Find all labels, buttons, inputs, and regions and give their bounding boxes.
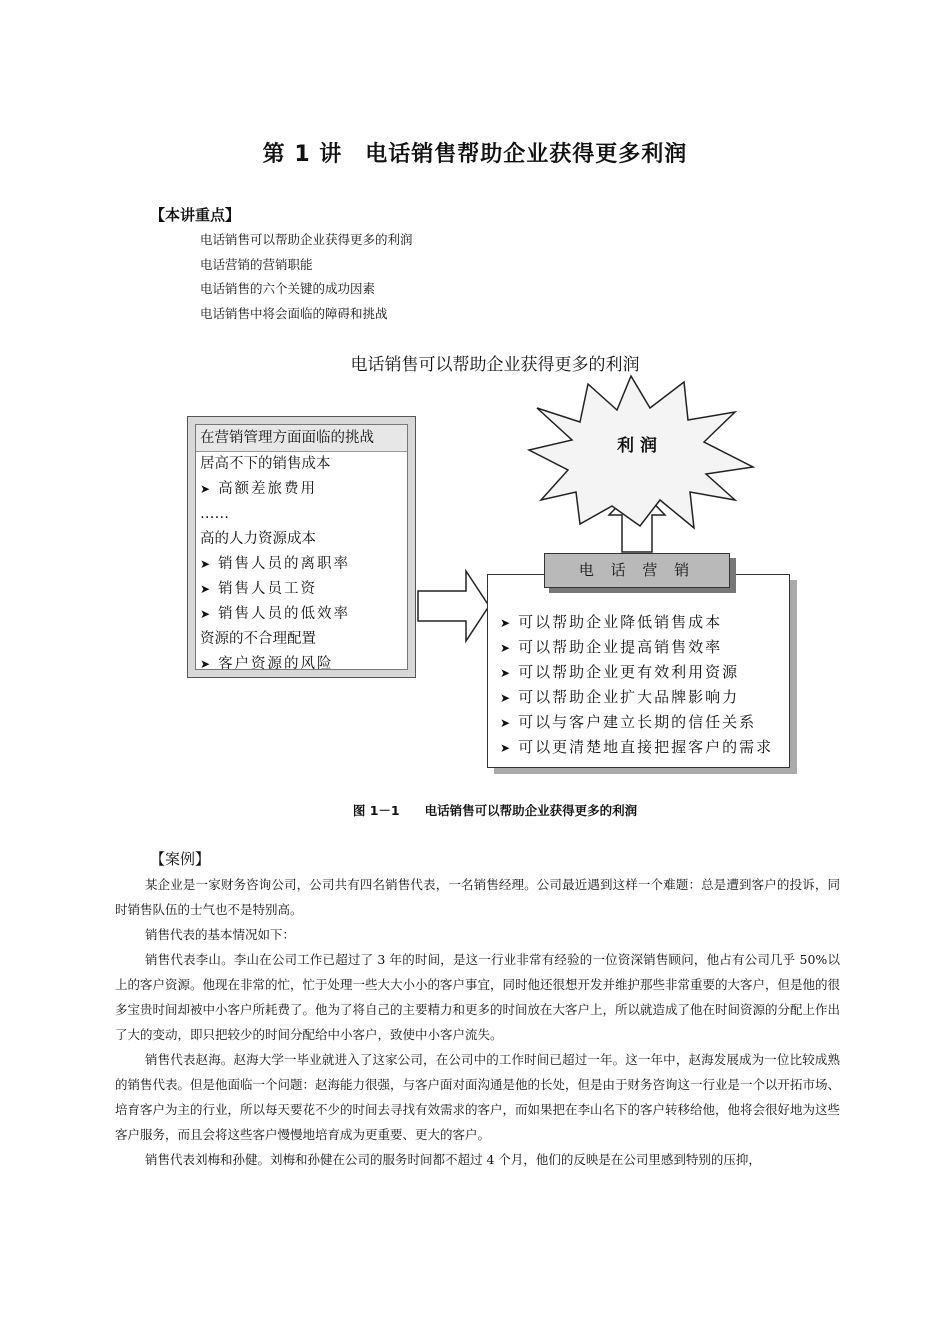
page-title: 第 1 讲 电话销售帮助企业获得更多利润 — [262, 142, 688, 167]
right-arrow-icon — [418, 571, 489, 641]
benefits-list — [500, 610, 773, 760]
arrow-bullet-icon: ➤ — [200, 657, 211, 671]
challenge-text: 居高不下的销售成本 — [200, 456, 331, 472]
challenge-text: 客户资源的风险 — [218, 656, 334, 672]
arrow-bullet-icon: ➤ — [500, 691, 511, 705]
arrow-bullet-icon: ➤ — [200, 482, 211, 496]
benefit-item — [500, 610, 773, 635]
arrow-bullet-icon: ➤ — [200, 557, 211, 571]
benefit-text: 可以帮助企业扩大品牌影响力 — [518, 688, 740, 706]
case-heading: 【案例】 — [150, 850, 211, 868]
arrow-bullet-icon: ➤ — [500, 741, 511, 755]
benefit-item — [500, 635, 773, 660]
challenge-text: …… — [200, 506, 229, 522]
key-point-item: 电话销售可以帮助企业获得更多的利润 — [200, 232, 413, 247]
case-paragraph: 销售代表的基本情况如下： — [145, 927, 296, 942]
challenges-heading: 在营销管理方面面临的挑战 — [196, 425, 407, 452]
profit-label: 利 润 — [617, 436, 657, 456]
benefit-text: 可以帮助企业降低销售成本 — [518, 613, 723, 631]
benefit-text: 可以帮助企业提高销售效率 — [518, 638, 723, 656]
benefit-item — [500, 710, 773, 735]
benefit-item — [500, 735, 773, 760]
case-body — [115, 872, 840, 1172]
case-paragraph: 某企业是一家财务咨询公司，公司共有四名销售代表，一名销售经理。公司最近遇到这样一个难题：总是遭到客户的投诉，同时销售队伍的士气也不是特别高。 — [115, 877, 840, 917]
case-paragraph: 销售代表李山。李山在公司工作已超过了 3 年的时间，是这一行业非常有经验的一位资深销售顾问，他占有公司几乎 50%以上的客户资源。他现在非常的忙，忙于处理一些大大小小的客户事宜，同时他还很想开发并维护那些非常重要的大客户，但是他的很多宝贵时间却被中小客户所耗费了。他为了将自己的主要精力和更多的时间放在大客户上，所以就造成了他在时间资源的分配上作出了大的变动，即只把较少的时间分配给中小客户，致使中小客户流失。 — [115, 952, 841, 1042]
challenge-text: 销售人员的低效率 — [218, 606, 351, 622]
section-title: 电话销售可以帮助企业获得更多的利润 — [350, 355, 640, 375]
arrow-bullet-icon: ➤ — [500, 616, 511, 630]
key-point-item: 电话营销的营销职能 — [200, 256, 313, 272]
challenge-text: 高的人力资源成本 — [200, 531, 316, 547]
solution-bar: 电 话 营 销 — [544, 553, 730, 588]
arrow-bullet-icon: ➤ — [500, 641, 511, 655]
key-point-item: 电话销售中将会面临的障碍和挑战 — [200, 305, 388, 321]
case-paragraph: 销售代表赵海。赵海大学一毕业就进入了这家公司，在公司中的工作时间已超过一年。这一年中，赵海发展成为一位比较成熟的销售代表。但是他面临一个问题：赵海能力很强，与客户面对面沟通是他的长处，但是由于财务咨询这一行业是一个以开拓市场、培育客户为主的行业，所以每天要花不少的时间去寻找有效需求的客户，而如果把在李山名下的客户转移给他，他将会很好地为这些客户服务，而且会将这些客户慢慢地培育成为更重要、更大的客户。 — [115, 1052, 841, 1142]
arrow-bullet-icon: ➤ — [500, 666, 511, 680]
challenge-text: 高额差旅费用 — [218, 481, 318, 497]
challenge-text: 资源的不合理配置 — [200, 631, 316, 647]
benefit-text: 可以更清楚地直接把握客户的需求 — [518, 738, 774, 756]
key-point-item: 电话销售的六个关键的成功因素 — [200, 281, 376, 296]
key-points-heading: 【本讲重点】 — [150, 206, 241, 224]
arrow-bullet-icon: ➤ — [500, 716, 511, 730]
challenge-text: 销售人员工资 — [218, 581, 318, 597]
figure-caption: 图 1－1 电话销售可以帮助企业获得更多的利润 — [352, 803, 638, 818]
case-paragraph: 销售代表刘梅和孙健。刘梅和孙健在公司的服务时间都不超过 4 个月，他们的反映是在公司里感到特别的压抑， — [145, 1152, 761, 1167]
benefit-text: 可以与客户建立长期的信任关系 — [518, 713, 757, 731]
challenge-text: 销售人员的离职率 — [218, 556, 351, 572]
benefit-item — [500, 660, 773, 685]
benefit-item — [500, 685, 773, 710]
arrow-bullet-icon: ➤ — [200, 607, 211, 621]
benefit-text: 可以帮助企业更有效利用资源 — [518, 663, 740, 681]
arrow-bullet-icon: ➤ — [200, 582, 211, 596]
